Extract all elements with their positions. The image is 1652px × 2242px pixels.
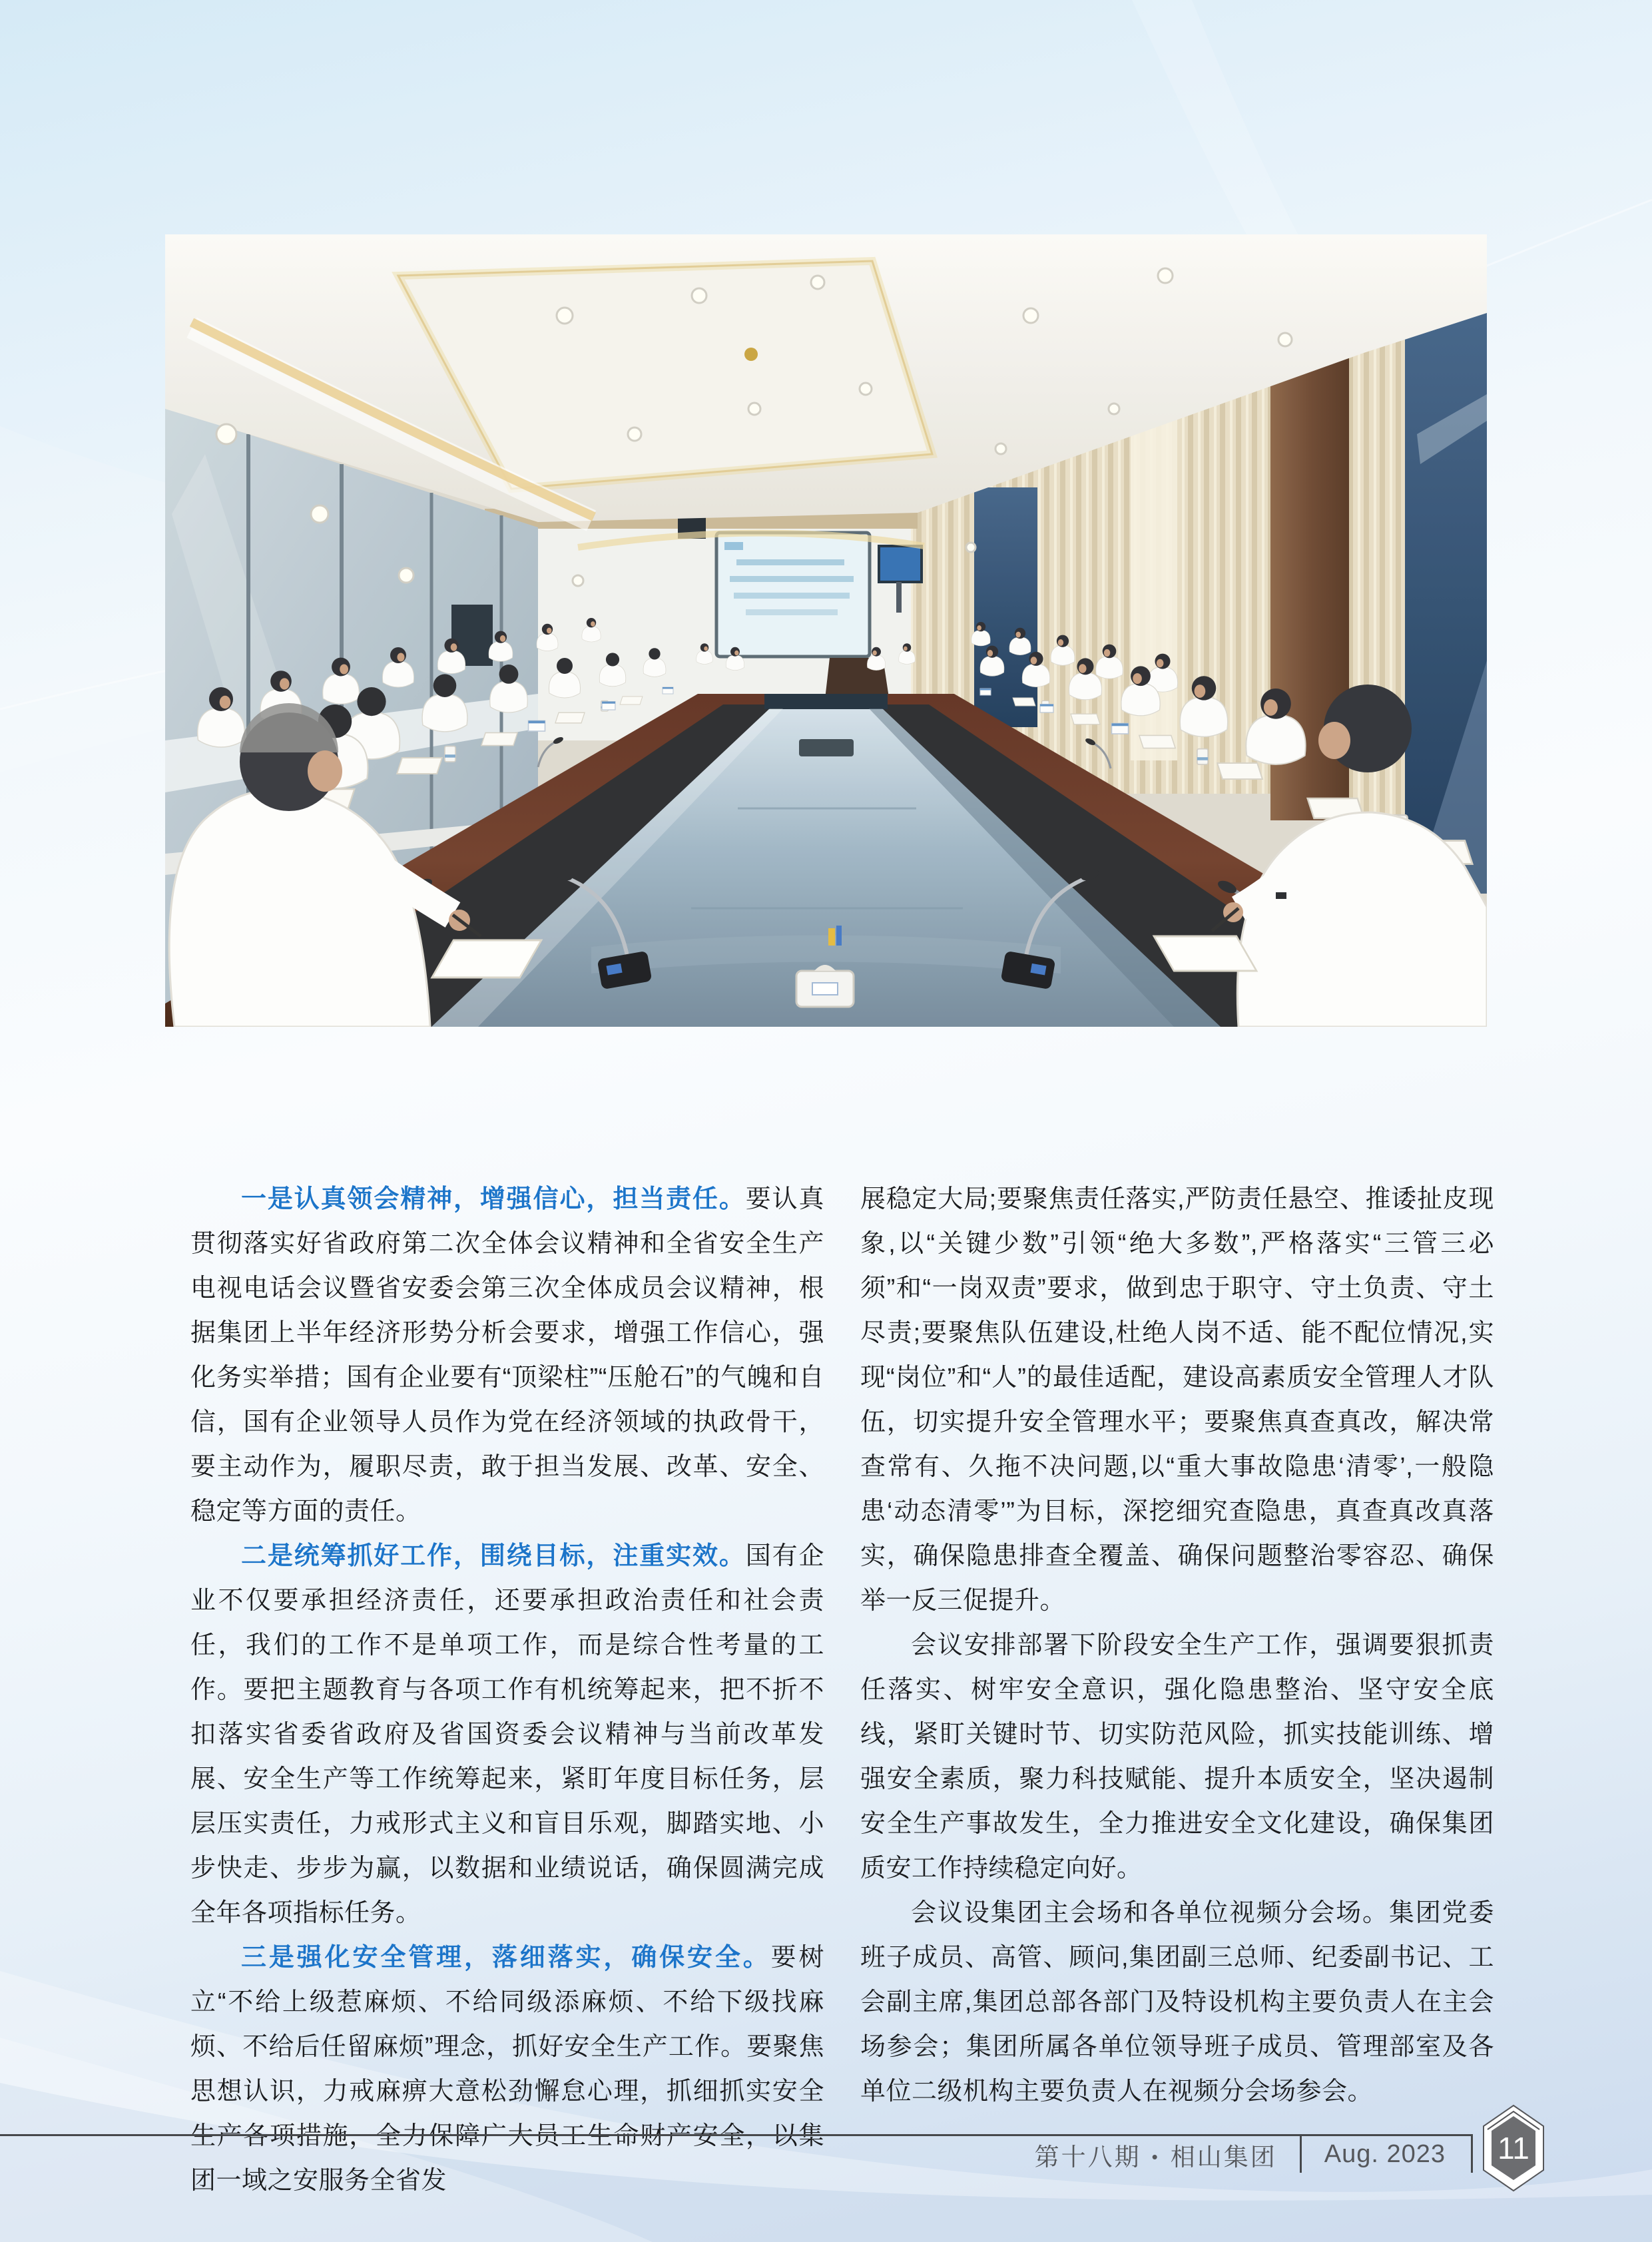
footer-org: 相山集团 [1170, 2143, 1277, 2171]
footer-divider [1300, 2136, 1302, 2173]
paragraph [190, 1534, 824, 1936]
paragraph-body: 要树立“不给上级惹麻烦、不给同级添麻烦、不给下级找麻烦、不给后任留麻烦”理念，抓好安全生产工作。要聚焦思想认识，力戒麻痹大意松劲懈怠心理，抓细抓实安全生产各项措施，全力保障广大员工生命财产安全，以集团一域之安服务全省发 [190, 1944, 824, 2195]
paragraph [190, 1177, 824, 1534]
article-column-left [190, 1177, 824, 2203]
footer-issue-org [1035, 2137, 1277, 2173]
paragraph-body: 会议设集团主会场和各单位视频分会场。集团党委班子成员、高管、顾问,集团副三总师、纪委副书记、工会副主席,集团总部各部门及特设机构主要负责人在主会场参会；集团所属各单位领导班子成员、管理部室及各单位二级机构主要负责人在视频分会场参会。 [860, 1899, 1494, 2105]
paragraph-body: 会议安排部署下阶段安全生产工作，强调要狠抓责任落实、树牢安全意识，强化隐患整治、坚守安全底线，紧盯关键时节、切实防范风险，抓实技能训练、增强安全素质，聚力科技赋能、提升本质安全，坚决遏制安全生产事故发生，全力推进安全文化建设，确保集团质安工作持续稳定向好。 [860, 1631, 1494, 1882]
paragraph-continuation [860, 1177, 1494, 1623]
meeting-photo-illustration [165, 234, 1487, 1027]
footer-issue: 第十八期 [1034, 2143, 1141, 2171]
page-badge-hexagon [1482, 2104, 1545, 2193]
paragraph-lead: 三是强化安全管理，落细落实，确保安全。 [241, 1944, 771, 1972]
paragraph [860, 1891, 1494, 2114]
meeting-photo [165, 234, 1487, 1027]
footer-date: Aug. 2023 [1324, 2140, 1446, 2168]
article-body [190, 1177, 1494, 2203]
page-number-badge [1482, 2104, 1545, 2193]
paragraph-body: 国有企业不仅要承担经济责任，还要承担政治责任和社会责任，我们的工作不是单项工作，而是综合性考量的工作。要把主题教育与各项工作有机统筹起来，把不折不扣落实省委省政府及省国资委会议精神与当前改革发展、安全生产等工作统筹起来，紧盯年度目标任务，层层压实责任，力戒形式主义和盲目乐观，脚踏实地、小步快走、步步为赢，以数据和业绩说话，确保圆满完成全年各项指标任务。 [190, 1542, 824, 1927]
footer [0, 2134, 1473, 2173]
paragraph-lead: 二是统筹抓好工作，围绕目标，注重实效。 [241, 1542, 746, 1570]
footer-separator: • [1151, 2146, 1160, 2167]
paragraph-body: 要认真贯彻落实好省政府第二次全体会议精神和全省安全生产电视电话会议暨省安委会第三次全体成员会议精神，根据集团上半年经济形势分析会要求，增强工作信心，强化务实举措；国有企业要有“顶梁柱”“压舱石”的气魄和自信，国有企业领导人员作为党在经济领域的执政骨干，要主动作为，履职尽责，敢于担当发展、改革、安全、稳定等方面的责任。 [190, 1185, 824, 1526]
paragraph [860, 1623, 1494, 1891]
article-column-right [860, 1177, 1494, 2203]
paragraph-body: 展稳定大局;要聚焦责任落实,严防责任悬空、推诿扯皮现象,以“关键少数”引领“绝大多数”,严格落实“三管三必须”和“一岗双责”要求，做到忠于职守、守土负责、守土尽责;要聚焦队伍建设,杜绝人岗不适、能不配位情况,实现“岗位”和“人”的最佳适配，建设高素质安全管理人才队伍，切实提升安全管理水平；要聚焦真查真改，解决常查常有、久拖不决问题,以“重大事故隐患‘清零’,一般隐患‘动态清零’”为目标，深挖细究查隐患，真查真改真落实，确保隐患排查全覆盖、确保问题整治零容忍、确保举一反三促提升。 [860, 1185, 1494, 1615]
paragraph-lead: 一是认真领会精神，增强信心，担当责任。 [241, 1185, 746, 1213]
page-number: 11 [1498, 2131, 1529, 2165]
